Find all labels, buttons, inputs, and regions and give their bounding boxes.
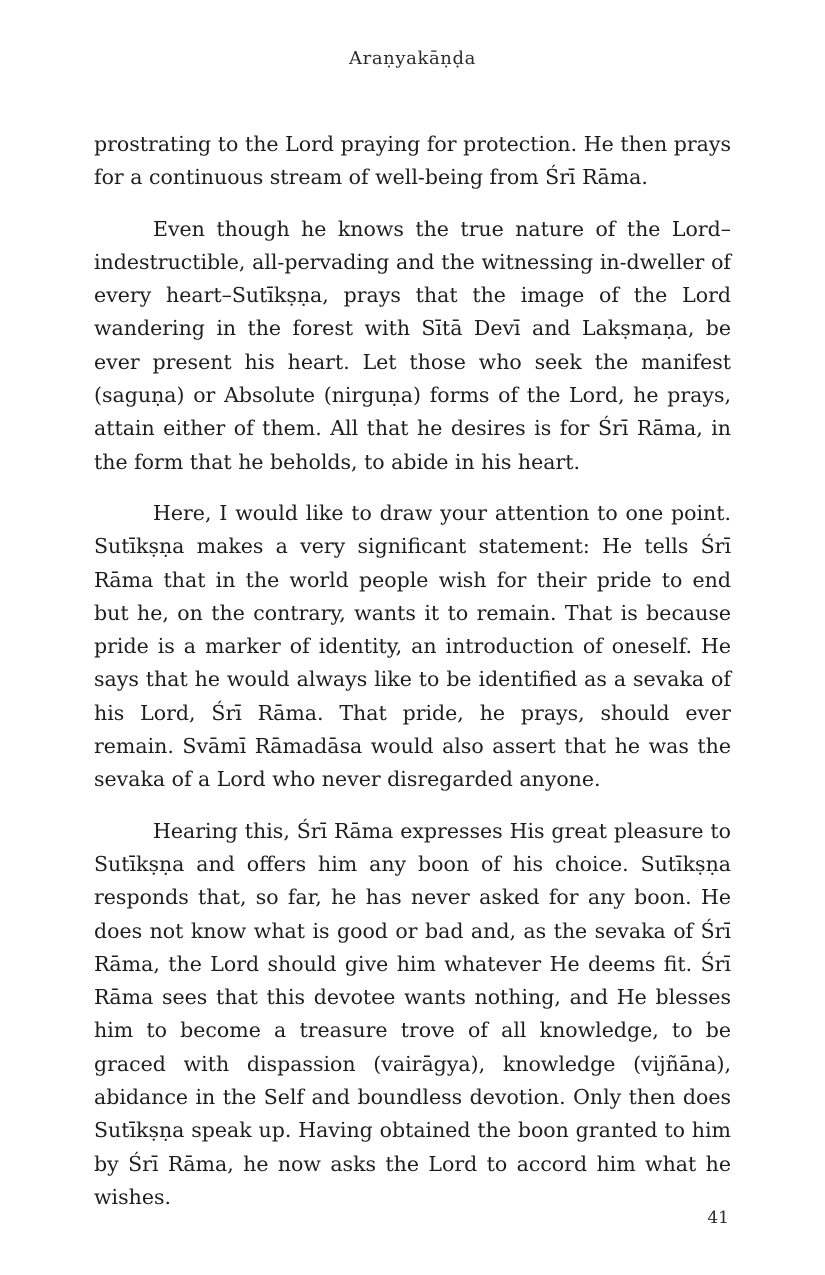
running-title: Araṇyakāṇḍa: [349, 48, 476, 69]
paragraph: Hearing this, Śrī Rāma expresses His great pleasure to Sutīkṣṇa and offers him any boon of his choice. Sutīkṣṇa responds that, so far, he has never asked for any boon. He does not know what is good or bad and, as the sevaka of Śrī Rāma, the Lord should give him whatever He deems fit. Śrī Rāma sees that this devotee wants nothing, and He blesses him to become a treasure trove of all knowledge, to be graced with dispassion (vairāgya), knowledge (vijñāna), abidance in the Self and boundless devotion. Only then does Sutīkṣṇa speak up. Having obtained the boon granted to him by Śrī Rāma, he now asks the Lord to accord him what he wishes.: [94, 818, 731, 1209]
page-number: 41: [707, 1208, 729, 1228]
paragraph-continuation: prostrating to the Lord praying for protection. He then prays for a continuous stream of well-being from Śrī Rāma.: [94, 132, 731, 190]
paragraph: Here, I would like to draw your attention to one point. Sutīkṣṇa makes a very significant statement: He tells Śrī Rāma that in the world people wish for their pride to end but he, on the contrary, wants it to remain. That is because pride is a marker of identity, an introduction of oneself. He says that he would always like to be identified as a sevaka of his Lord, Śrī Rāma. That pride, he prays, should ever remain. Svāmī Rāmadāsa would also assert that he was the sevaka of a Lord who never disregarded anyone.: [94, 500, 731, 792]
paragraph: Even though he knows the true nature of the Lord–indestructible, all-pervading and the witnessing in-dweller of every heart–Sutīkṣṇa, prays that the image of the Lord wandering in the forest with Sītā Devī and Lakṣmaṇa, be ever present his heart. Let those who seek the manifest (saguṇa) or Absolute (nirguṇa) forms of the Lord, he prays, attain either of them. All that he desires is for Śrī Rāma, in the form that he beholds, to abide in his heart.: [94, 216, 731, 474]
body-text: [94, 128, 731, 1232]
